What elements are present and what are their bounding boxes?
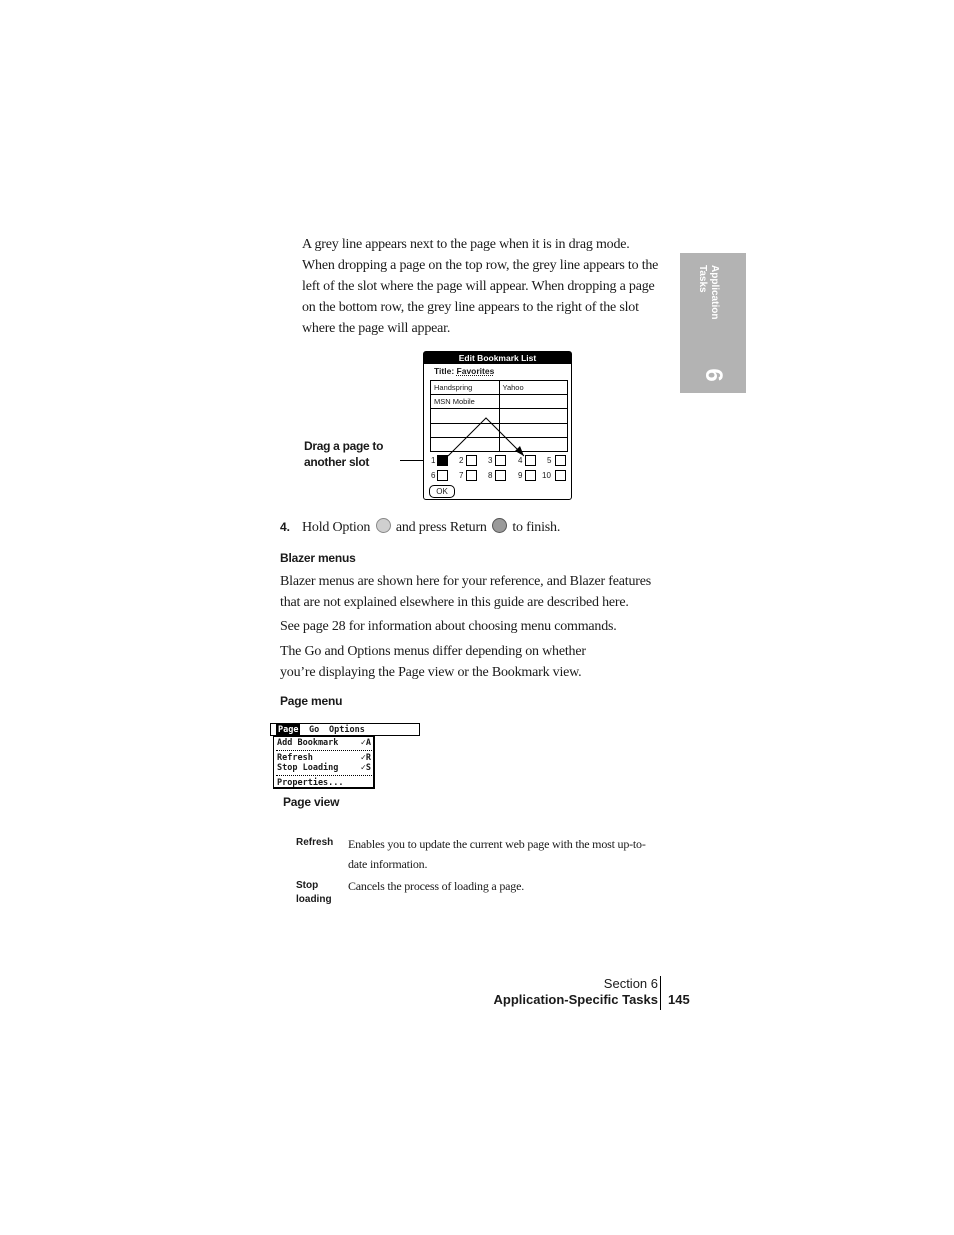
side-tab-label-line2: Tasks [697,265,708,293]
menu-item-shortcut: ✓A [360,738,371,748]
menu-item-properties[interactable] [277,778,371,788]
option-key-icon [376,518,391,533]
footer-section: Section 6 [603,976,658,991]
blazer-menus-para1: Blazer menus are shown here for your reference, and Blazer features that are not explained elsewhere in this guide are described here. [280,574,652,610]
page-menu-dropdown [273,736,375,789]
slot-number: 5 [547,456,552,465]
slot-number: 7 [459,471,464,480]
slot-number: 1 [431,456,436,465]
menu-go[interactable]: Go [309,725,320,735]
page-menu-heading: Page menu [280,694,343,708]
blazer-menus-heading: Blazer menus [280,551,356,565]
bookmark-cell[interactable]: Handspring [431,381,500,395]
menu-item-shortcut: ✓S [360,763,371,773]
list-title-label: Title: [434,366,455,376]
shortcut-key: S [365,763,371,773]
page-slot[interactable] [495,455,506,466]
slot-number: 8 [488,471,493,480]
menu-item-label: Add Bookmark [277,738,339,748]
menu-page[interactable]: Page [278,725,299,735]
slot-number: 6 [431,471,436,480]
definition-term-line: Stop [296,880,319,891]
list-title-value[interactable]: Favorites [456,366,495,376]
menu-separator [276,750,372,751]
ok-button[interactable]: OK [429,485,455,498]
footer-divider [660,976,661,1010]
page-slot[interactable] [495,470,506,481]
page-slot[interactable] [525,470,536,481]
menu-item-label: Properties... [277,778,344,788]
shortcut-key: R [365,753,371,763]
page-number: 145 [668,992,690,1007]
page-slot[interactable] [525,455,536,466]
definition-term [296,879,332,907]
slot-number: 3 [488,456,493,465]
blazer-menus-para2: See page 28 for information about choosing menu commands. [280,619,617,634]
edit-bookmark-screen [423,351,572,500]
side-tab-label-line1: Application [709,265,720,320]
screen-title: Edit Bookmark List [424,352,571,364]
menu-item-stop-loading[interactable] [277,763,371,773]
slot-number: 10 [542,471,551,480]
menu-item-label: Stop Loading [277,763,339,773]
page-slot[interactable] [555,470,566,481]
blazer-menus-para3: The Go and Options menus differ depending on whether you’re displaying the Page view or the Bookmark view. [280,644,586,680]
step-text-part: Hold Option [302,520,371,535]
footer-chapter: Application-Specific Tasks [493,992,658,1007]
slot-number: 4 [518,456,523,465]
menu-options[interactable]: Options [329,725,365,735]
page-slot[interactable] [437,455,448,466]
page-slot[interactable] [555,455,566,466]
step-text-part: to finish. [512,520,561,535]
shortcut-key: A [365,738,371,748]
side-tab-label [696,265,720,319]
definition-desc: Enables you to update the current web page with the most up-to-date information. [348,837,646,871]
step-4-text [302,517,662,538]
page-view-caption: Page view [283,795,340,809]
slot-number: 9 [518,471,523,480]
step-text-part: and press Return [395,520,487,535]
menu-item-shortcut: ✓R [360,753,371,763]
intro-paragraph: A grey line appears next to the page when it is in drag mode. When dropping a page on the top row, the grey line appears to the left of the slot where the page will appear. When dropping a page on the bottom row, the grey line appears to the right of the slot where the page will appear. [302,237,659,336]
definition-term: Refresh [296,837,334,848]
side-tab-number: 6 [700,368,727,382]
bookmark-cell[interactable]: MSN Mobile [431,395,500,409]
page-slot[interactable] [466,470,477,481]
page-slot[interactable] [466,455,477,466]
slot-number: 2 [459,456,464,465]
page-slot[interactable] [437,470,448,481]
bookmark-cell[interactable]: Yahoo [499,381,568,395]
drag-callout: Drag a page to another slot [304,439,384,469]
menu-item-label: Refresh [277,753,313,763]
menu-item-add-bookmark[interactable] [277,738,371,748]
definition-term-line: loading [296,894,332,905]
menu-item-refresh[interactable] [277,753,371,763]
return-key-icon [492,518,507,533]
definition-desc: Cancels the process of loading a page. [348,879,525,893]
menu-bar [270,723,420,736]
chapter-side-tab [680,253,746,393]
menu-separator [276,775,372,776]
step-number: 4. [280,520,291,534]
